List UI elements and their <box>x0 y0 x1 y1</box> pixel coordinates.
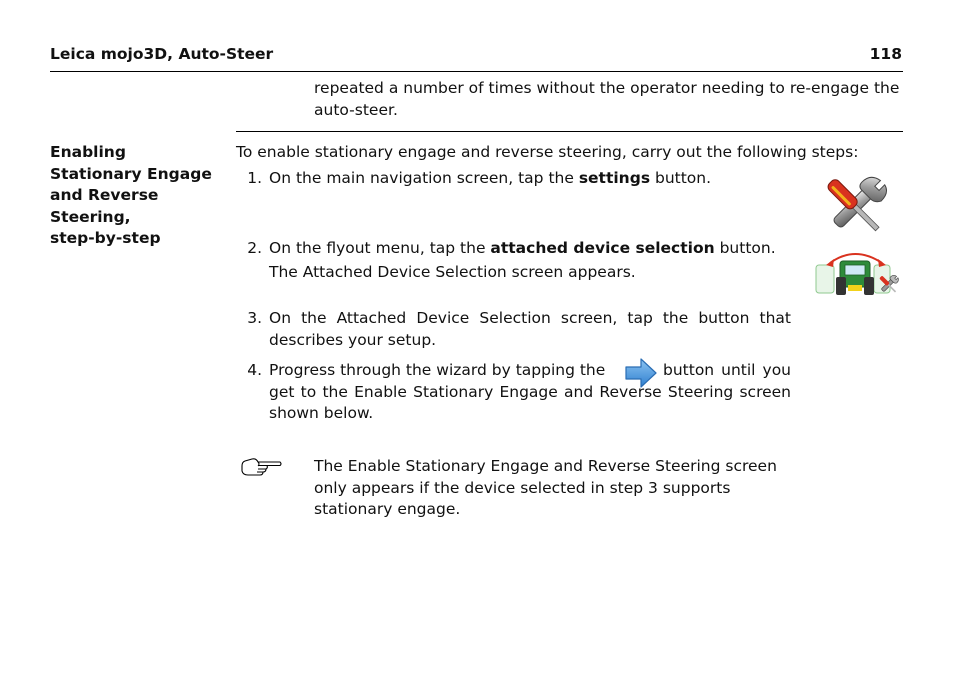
side-heading-line: step-by-step <box>50 229 161 247</box>
step-number: 1. <box>247 169 262 187</box>
attached-device-selection-icon <box>812 247 902 303</box>
step-number: 4. <box>247 361 262 379</box>
side-heading-line: and Reverse <box>50 186 159 204</box>
continuation-text: repeated a number of times without the operator needing to re-engage the auto-steer. <box>314 79 900 119</box>
step-4-after: button until you get to the Enable Stationary Engage and Reverse Steering screen shown below. <box>269 361 791 422</box>
step-1-text: On the main navigation screen, tap the settings button. <box>269 169 712 187</box>
step-number: 3. <box>247 309 262 327</box>
step-2-bold: attached device selection <box>490 239 715 257</box>
side-heading-line: Stationary Engage <box>50 164 212 183</box>
side-heading <box>50 142 220 250</box>
page-number: 118 <box>869 45 902 63</box>
step-1-bold: settings <box>578 169 651 187</box>
step-3-text: On the Attached Device Selection screen, tap the button that describes your setup. <box>269 309 791 349</box>
header-rule <box>50 71 903 72</box>
side-heading-line: Enabling <box>50 143 126 161</box>
pointing-hand-icon <box>240 457 282 477</box>
side-heading-line: Steering, <box>50 207 131 226</box>
note-text: The Enable Stationary Engage and Reverse Steering screen only appears if the device selected in step 3 supports stationary engage. <box>314 457 777 518</box>
settings-tools-icon <box>810 170 900 242</box>
step-number: 2. <box>247 239 262 257</box>
section-rule <box>236 131 903 132</box>
step-2-text: On the flyout menu, tap the attached device selection button. <box>269 239 776 257</box>
header-title: Leica mojo3D, Auto-Steer <box>50 45 274 63</box>
step-2-result: The Attached Device Selection screen appears. <box>269 263 636 281</box>
intro-text: To enable stationary engage and reverse steering, carry out the following steps: <box>236 143 859 161</box>
step-4-before: Progress through the wizard by tapping the <box>269 361 606 379</box>
